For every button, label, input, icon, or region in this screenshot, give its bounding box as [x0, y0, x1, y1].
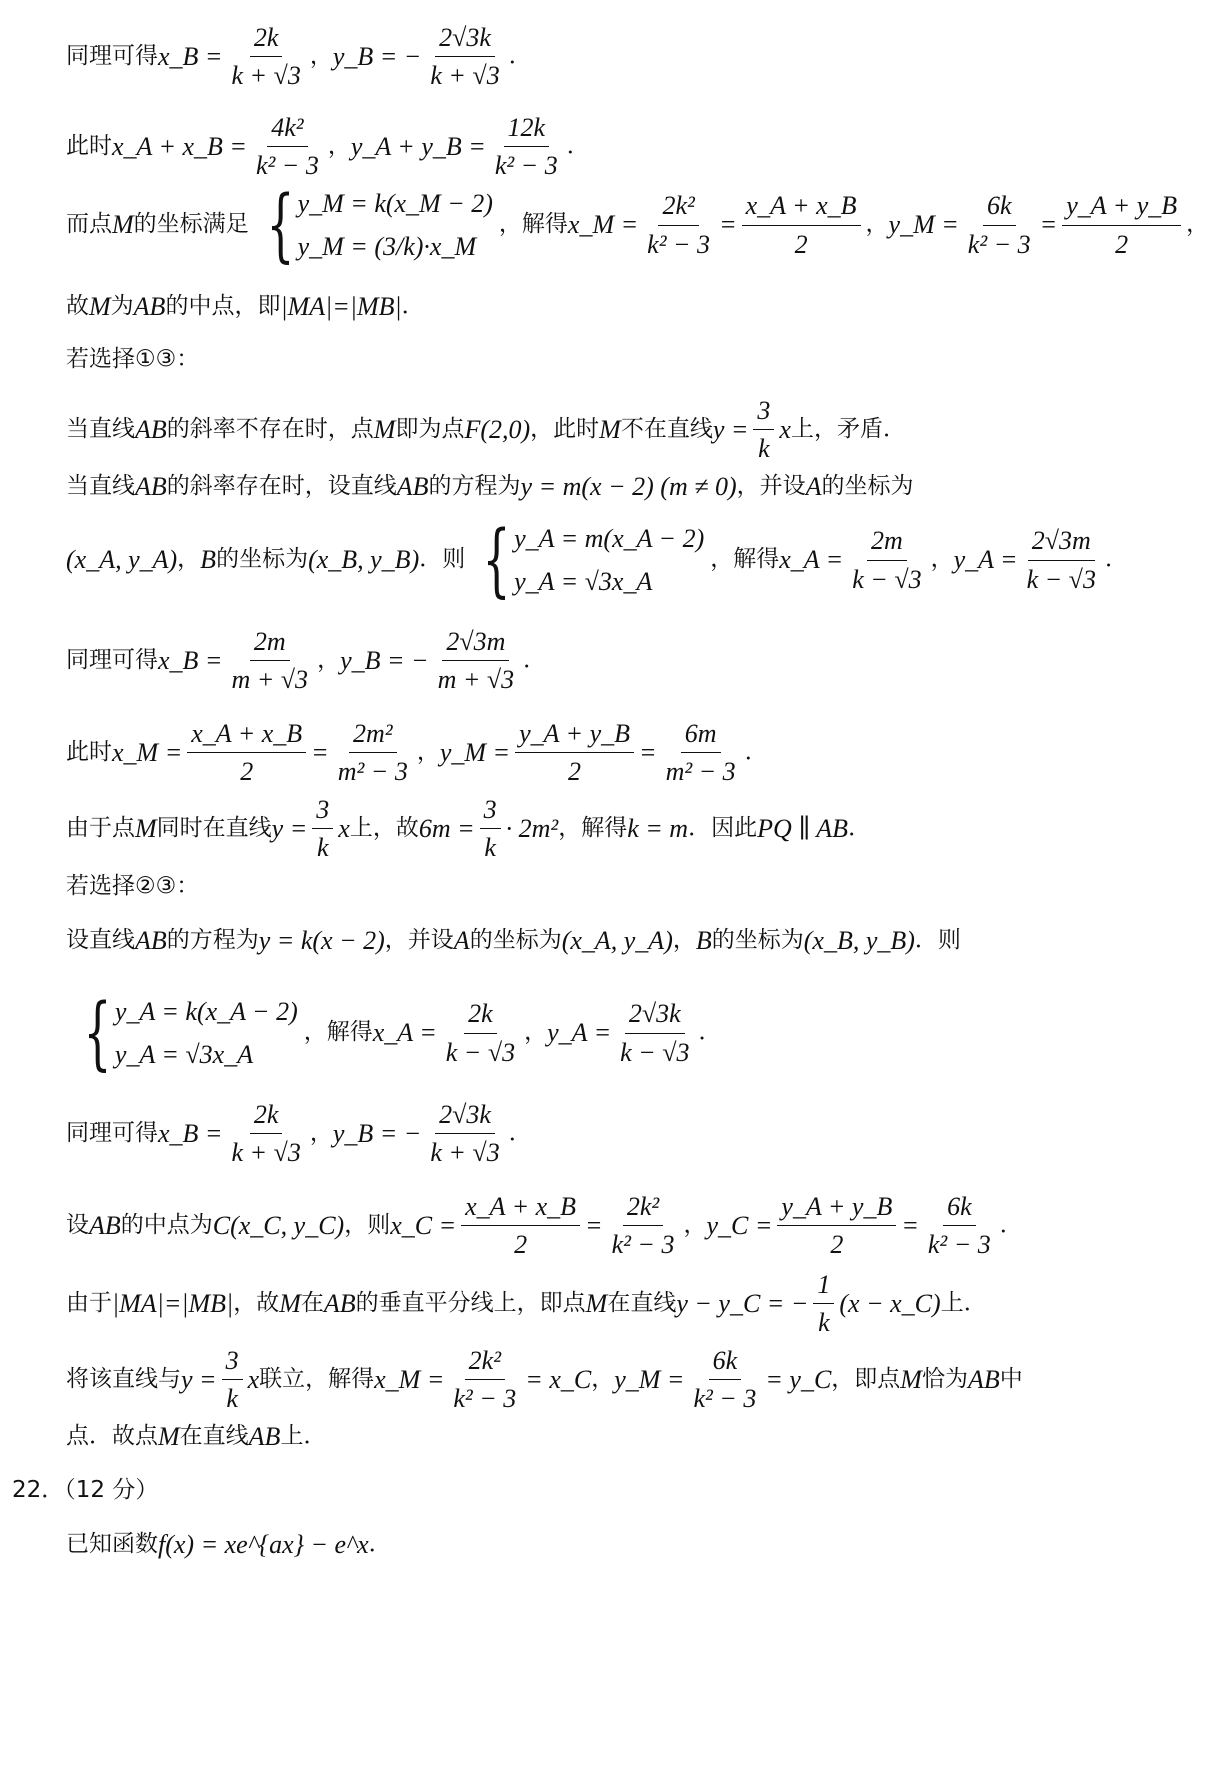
text-run: 即为点	[395, 415, 465, 442]
fraction-numerator: 3	[312, 794, 333, 829]
text-run: 的方程为	[428, 472, 521, 499]
text-run: 的垂直平分线上，即点	[355, 1289, 586, 1316]
fraction-denominator: k − √3	[445, 1037, 516, 1067]
line	[66, 718, 1068, 787]
text-run: ．则	[914, 926, 961, 953]
fraction	[434, 626, 519, 695]
text-run: 将该直线与	[66, 1365, 181, 1392]
text-run: 不在直线	[620, 415, 713, 442]
text-run: ．	[744, 738, 768, 765]
text-run: ，	[416, 738, 440, 765]
line	[66, 22, 1068, 91]
text-run: ，	[930, 546, 954, 573]
fraction-numerator: 2k	[464, 998, 497, 1033]
equation: y_M = k(x_M − 2)	[297, 188, 493, 218]
fraction	[334, 718, 412, 787]
math-expression: x_M =	[567, 210, 639, 240]
line	[66, 1529, 1068, 1560]
fraction-numerator: 1	[813, 1269, 834, 1304]
fraction-denominator: 2	[568, 757, 582, 787]
fraction-numerator: 2m	[250, 626, 290, 661]
text-run: ．	[368, 1530, 392, 1557]
fraction-denominator: k² − 3	[967, 229, 1031, 259]
text-run: ，解得	[558, 814, 628, 841]
fraction-numerator: 2√3m	[1028, 525, 1095, 560]
math-expression: y_M =	[439, 738, 511, 768]
line	[66, 1191, 1068, 1260]
text-run: ，即点	[831, 1365, 901, 1392]
line	[66, 471, 1068, 502]
fraction-denominator: k	[316, 833, 329, 863]
fraction-denominator: k² − 3	[453, 1384, 517, 1414]
text-run: 上．	[280, 1422, 327, 1449]
math-expression: y_B = −	[340, 646, 429, 676]
line	[66, 395, 1068, 464]
fraction	[964, 190, 1035, 259]
math-expression: (x_A, y_A)	[561, 926, 673, 955]
fraction-denominator: k² − 3	[693, 1384, 757, 1414]
fraction	[1023, 525, 1100, 594]
text-run: 同理可得	[66, 646, 158, 673]
math-expression: |MA|=|MB|	[112, 1289, 234, 1319]
fraction	[924, 1191, 995, 1260]
math-expression: M	[112, 210, 134, 240]
fraction	[480, 794, 501, 863]
fraction-numerator: y_A + y_B	[515, 718, 634, 753]
math-expression: y_B = −	[332, 1119, 422, 1149]
fraction-numerator: 2k²	[658, 190, 698, 225]
math-expression: y = k(x − 2)	[258, 926, 385, 955]
text-run: ．	[848, 814, 872, 841]
text-run: 恰为	[921, 1365, 968, 1392]
math-expression: =	[585, 1211, 603, 1241]
text-run: 而点	[66, 211, 112, 238]
equation-rows	[298, 188, 493, 262]
text-run: ，则	[344, 1211, 391, 1238]
text-run: ．	[566, 132, 590, 159]
fraction-numerator: 3	[222, 1345, 243, 1380]
text-run: ．因此	[688, 814, 758, 841]
text-run: 中	[999, 1365, 1023, 1392]
text-run: ，	[672, 926, 696, 953]
math-expression: M	[135, 814, 157, 844]
text-run: 的坐标为	[711, 926, 804, 953]
fraction-numerator: 2√3k	[435, 1099, 495, 1134]
text-run: ，并设	[736, 472, 806, 499]
fraction-denominator: k − √3	[1026, 564, 1096, 594]
line	[66, 291, 1068, 322]
fraction	[461, 1191, 580, 1260]
equation-system	[72, 986, 298, 1079]
math-expression: x_M =	[112, 738, 183, 768]
math-expression: M	[599, 415, 621, 445]
fraction	[491, 112, 562, 181]
math-expression: f(x) = xe^{ax} − e^x	[158, 1530, 369, 1559]
problem-number	[12, 1477, 1068, 1505]
text-run: 的中点，即	[165, 292, 281, 319]
fraction-denominator: m² − 3	[665, 757, 736, 787]
fraction-denominator: k	[758, 434, 770, 464]
math-expression: = y_C	[765, 1365, 832, 1395]
math-expression: y =	[181, 1365, 217, 1395]
text-run: 上，故	[349, 814, 419, 841]
text-run: 当直线	[66, 472, 135, 499]
math-expression: =	[639, 738, 657, 768]
text-run: ．	[999, 1211, 1023, 1238]
math-expression: A	[805, 472, 822, 501]
math-expression: M	[158, 1422, 180, 1451]
fraction	[1062, 190, 1181, 259]
fraction	[426, 22, 503, 91]
equation: y_M = (3/k)·x_M	[297, 232, 477, 261]
fraction	[227, 626, 312, 695]
fraction-numerator: 4k²	[267, 112, 307, 147]
math-expression: AB	[323, 1289, 356, 1319]
math-expression: AB	[89, 1211, 121, 1241]
left-brace: {	[83, 986, 112, 1079]
text-run: 同时在直线	[156, 814, 272, 841]
text-run: ，	[327, 132, 351, 159]
math-expression: x_C =	[390, 1211, 457, 1241]
text-run: 为	[110, 292, 134, 319]
math-expression: |MA|=|MB|	[280, 292, 402, 321]
text-run: ．则	[419, 546, 466, 573]
text-run: 此时	[66, 132, 112, 159]
math-expression: PQ ∥ AB	[757, 814, 849, 844]
math-expression: C(x_C, y_C)	[212, 1211, 345, 1241]
fraction-numerator: 2k	[250, 1099, 283, 1134]
math-expression: AB	[133, 292, 166, 321]
equation-system	[471, 513, 705, 606]
fraction	[312, 794, 333, 863]
fraction	[643, 190, 714, 259]
line	[66, 1099, 1068, 1168]
math-expression: = x_C	[525, 1365, 592, 1395]
text-run: 故	[66, 292, 89, 319]
text-run: 联立，解得	[259, 1365, 375, 1392]
left-brace: {	[482, 513, 511, 606]
math-expression: AB	[135, 415, 167, 445]
fraction-numerator: 2√3k	[435, 22, 495, 57]
fraction-denominator: k² − 3	[255, 151, 319, 181]
text-run: 的斜率存在时，设直线	[166, 472, 397, 499]
text-run: 设直线	[66, 926, 135, 953]
text-run: 在	[300, 1289, 324, 1316]
fraction-denominator: k + √3	[231, 1138, 301, 1168]
fraction	[515, 718, 634, 787]
fraction-numerator: x_A + x_B	[187, 718, 306, 753]
math-expression: · 2m²	[505, 814, 559, 844]
math-expression: =	[901, 1211, 919, 1241]
text-run: 的斜率不存在时，点	[166, 415, 374, 442]
math-expression: x_A + x_B =	[112, 132, 247, 162]
text-run: ，解得	[710, 546, 780, 573]
fraction-denominator: k	[484, 833, 496, 863]
text-run: ．	[1104, 546, 1128, 573]
left-brace: {	[266, 178, 295, 271]
fraction-numerator: x_A + x_B	[742, 190, 861, 225]
fraction-numerator: 3	[480, 794, 501, 829]
math-expression: AB	[135, 926, 167, 955]
text-run: ，	[317, 646, 341, 673]
text-run: 的中点为	[120, 1211, 213, 1238]
math-expression: M	[89, 292, 111, 321]
line	[66, 1345, 1068, 1414]
math-expression: x_B =	[158, 42, 223, 72]
text-run: ．	[508, 42, 532, 69]
fraction-numerator: 6m	[681, 718, 721, 753]
math-expression: =	[719, 210, 737, 240]
fraction-numerator: 6k	[943, 1191, 976, 1226]
math-expression: y =	[271, 814, 308, 844]
math-expression: (x_B, y_B)	[803, 926, 915, 955]
text-run: ，	[524, 1019, 548, 1046]
fraction-numerator: y_A + y_B	[777, 1191, 896, 1226]
fraction	[222, 1345, 243, 1414]
line	[66, 513, 1128, 606]
text-run: 的坐标满足	[133, 211, 249, 238]
fraction	[227, 1099, 304, 1168]
math-expression: AB	[967, 1365, 1000, 1395]
text-run: ．	[401, 292, 425, 319]
math-expression: B	[695, 926, 712, 955]
fraction	[777, 1191, 896, 1260]
math-expression: x	[338, 814, 350, 844]
text-run: 的坐标为	[216, 546, 309, 573]
equation: y_A = √3x_A	[114, 1040, 254, 1069]
math-expression: (x − x_C)	[839, 1289, 941, 1319]
fraction-denominator: m² − 3	[337, 757, 408, 787]
math-expression: x_B =	[158, 1119, 223, 1149]
fraction-denominator: 2	[794, 229, 808, 259]
math-expression: x	[779, 415, 791, 445]
text-run: 若选择①③：	[66, 346, 200, 372]
text-run: 设	[66, 1211, 89, 1238]
fraction-numerator: y_A + y_B	[1062, 190, 1181, 225]
fraction-denominator: k + √3	[430, 1138, 500, 1168]
math-expression: y = m(x − 2) (m ≠ 0)	[520, 472, 737, 501]
text-run: ，	[865, 211, 889, 238]
fraction-numerator: 2√3m	[442, 626, 509, 661]
fraction-denominator: k − √3	[620, 1037, 690, 1067]
fraction-numerator: 2k²	[465, 1345, 505, 1380]
text-run: 当直线	[66, 415, 135, 442]
math-expression: =	[1039, 210, 1058, 240]
text-run: ，	[309, 1119, 333, 1146]
fraction-numerator: 2m²	[349, 718, 397, 753]
fraction-numerator: 3	[753, 395, 774, 430]
equation: y_A = m(x_A − 2)	[514, 523, 705, 553]
fraction-numerator: 2√3k	[625, 998, 685, 1033]
equation-rows	[514, 523, 704, 597]
math-expression: (x_B, y_B)	[308, 545, 420, 575]
fraction-denominator: 2	[240, 757, 254, 787]
text-run: 点．故点	[66, 1422, 158, 1449]
text-run: ．	[698, 1019, 722, 1046]
fraction-denominator: k² − 3	[494, 151, 558, 181]
text-run: 在直线	[607, 1289, 677, 1316]
math-expression: x_M =	[374, 1365, 445, 1395]
math-expression: M	[585, 1289, 608, 1319]
text-run: 由于点	[66, 814, 135, 841]
fraction	[742, 190, 861, 259]
fraction-denominator: 2	[1115, 229, 1129, 259]
fraction-denominator: 2	[514, 1230, 528, 1260]
math-expression: A	[453, 926, 470, 955]
math-expression: 6m =	[418, 814, 475, 844]
line	[66, 346, 1068, 374]
math-expression: M	[373, 415, 396, 445]
text-run: ，	[591, 1365, 615, 1392]
fraction-numerator: 12k	[504, 112, 550, 147]
math-expression: B	[200, 545, 217, 575]
fraction	[442, 998, 519, 1067]
fraction	[449, 1345, 520, 1414]
text-run: 同理可得	[66, 42, 158, 69]
fraction-denominator: k − √3	[852, 564, 922, 594]
fraction	[753, 395, 774, 464]
line	[66, 178, 1209, 271]
text-run: 已知函数	[66, 1530, 158, 1557]
math-expression: y_A + y_B =	[350, 132, 486, 162]
math-expression: x_A =	[372, 1018, 437, 1048]
equation-rows	[115, 996, 298, 1070]
fraction	[689, 1345, 760, 1414]
fraction-denominator: m + √3	[437, 665, 515, 695]
fraction-denominator: k + √3	[231, 61, 301, 91]
fraction	[662, 718, 740, 787]
math-expression: =	[311, 738, 329, 768]
equation-system	[255, 178, 493, 271]
text-run: 由于	[66, 1289, 112, 1316]
fraction	[813, 1269, 834, 1338]
fraction-numerator: x_A + x_B	[461, 1191, 580, 1226]
math-expression: y_A =	[953, 545, 1018, 575]
fraction-denominator: 2	[830, 1230, 844, 1260]
fraction-numerator: 6k	[709, 1345, 742, 1380]
math-expression: y =	[712, 415, 749, 445]
line	[66, 986, 1068, 1079]
fraction	[187, 718, 306, 787]
math-expression: AB	[396, 472, 429, 501]
text-run: ，故	[233, 1289, 280, 1316]
text-run: ，解得	[498, 211, 568, 238]
math-expression: y_A =	[547, 1018, 612, 1048]
math-expression: x_B =	[158, 646, 223, 676]
fraction-denominator: k	[818, 1308, 830, 1338]
fraction	[616, 998, 693, 1067]
fraction-numerator: 2k²	[623, 1191, 663, 1226]
math-expression: M	[900, 1365, 922, 1395]
math-expression: x	[247, 1365, 260, 1395]
text-run: 在直线	[179, 1422, 249, 1449]
text-run: ，	[1186, 211, 1209, 238]
text-run: ，并设	[384, 926, 454, 953]
text-run: 22．（12 分）	[12, 1477, 159, 1503]
fraction	[227, 22, 304, 91]
text-run: 的坐标为	[821, 472, 914, 499]
math-expression: M	[279, 1289, 301, 1319]
line	[66, 925, 1068, 956]
text-run: ，	[683, 1211, 707, 1238]
text-run: 上．	[940, 1289, 987, 1316]
line	[66, 794, 1068, 863]
fraction-denominator: k	[226, 1384, 238, 1414]
math-expression: F(2,0)	[464, 415, 531, 445]
math-expression: AB	[248, 1422, 281, 1451]
text-run: 同理可得	[66, 1119, 158, 1146]
fraction-numerator: 2k	[250, 22, 283, 57]
fraction-denominator: k² − 3	[611, 1230, 675, 1260]
text-run: 上，矛盾．	[790, 415, 906, 442]
text-run: ，	[177, 546, 201, 573]
line	[66, 1269, 1068, 1338]
text-run: 此时	[66, 738, 112, 765]
text-run: ．	[523, 646, 547, 673]
math-expression: AB	[135, 472, 167, 501]
math-expression: y_M =	[888, 210, 959, 240]
math-expression: (x_A, y_A)	[66, 545, 178, 575]
fraction-denominator: k + √3	[430, 61, 500, 91]
fraction	[848, 525, 925, 594]
fraction-numerator: 2m	[867, 525, 907, 560]
text-run: 若选择②③：	[66, 873, 200, 899]
fraction-denominator: k² − 3	[647, 229, 711, 259]
fraction-numerator: 6k	[983, 190, 1016, 225]
text-run: 的方程为	[166, 926, 259, 953]
fraction-denominator: k² − 3	[927, 1230, 991, 1260]
equation: y_A = √3x_A	[514, 567, 653, 596]
text-run: ，此时	[530, 415, 600, 442]
fraction	[252, 112, 323, 181]
text-run: ，	[309, 42, 333, 69]
math-expression: y − y_C = −	[676, 1289, 809, 1319]
equation: y_A = k(x_A − 2)	[114, 996, 298, 1026]
fraction	[608, 1191, 679, 1260]
fraction-denominator: m + √3	[231, 665, 309, 695]
math-expression: k = m	[627, 814, 689, 844]
line	[66, 626, 1068, 695]
math-expression: y_B = −	[332, 42, 422, 72]
text-run: ，解得	[303, 1019, 373, 1046]
line	[66, 1421, 1068, 1452]
fraction	[426, 1099, 503, 1168]
text-run: 的坐标为	[469, 926, 562, 953]
line	[66, 112, 1068, 181]
line	[66, 873, 1068, 901]
math-expression: y_M =	[614, 1365, 685, 1395]
text-run: ．	[508, 1119, 532, 1146]
math-expression: x_A =	[779, 545, 844, 575]
math-expression: y_C =	[706, 1211, 773, 1241]
